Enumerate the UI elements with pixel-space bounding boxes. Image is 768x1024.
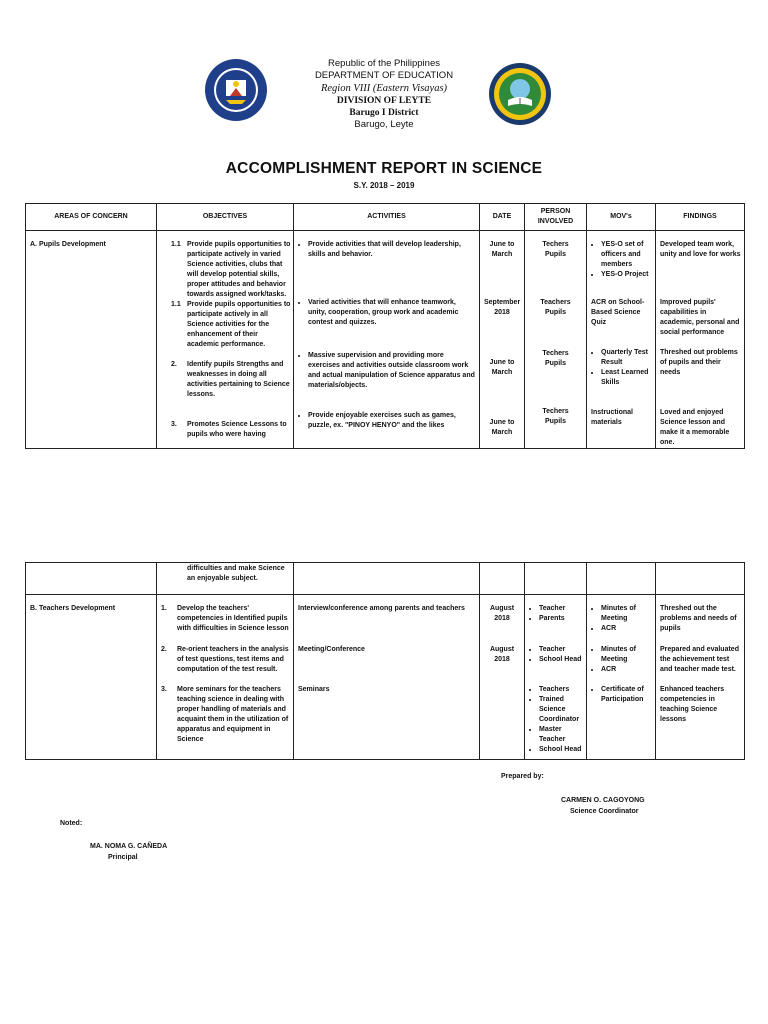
person-item: • Parents <box>539 614 583 624</box>
district-text: Barugo I District <box>349 108 419 118</box>
objective-text: More seminars for the teachers teaching science in dealing with proper handling of materials and acquaint them in the utilization of apparatus and equipment in Science <box>177 686 289 743</box>
noted-label: Noted: <box>60 820 83 827</box>
mov-item: Instructional materials <box>591 409 634 426</box>
date-cell: June to March <box>489 359 515 376</box>
school-year: S.Y. 2018 – 2019 <box>353 181 415 190</box>
activity-item: • Provide activities that will develop leadership, skills and behavior. <box>308 240 475 298</box>
objective-text: Provide pupils opportunities to participate actively in all Science activities for the enhancement of their academic performance. <box>187 301 291 348</box>
persons-cell: Techers Pupils <box>542 241 569 258</box>
finding-text: Threshed out the problems and needs of pupils <box>660 605 737 632</box>
area-of-concern: B. Teachers Development <box>30 605 116 612</box>
column-header: ACTIVITIES <box>294 204 480 231</box>
objective-number: 1.1 <box>171 301 181 308</box>
date-cell: June to March <box>489 419 515 436</box>
mov-item: • Minutes of Meeting <box>601 604 652 624</box>
finding-text: Prepared and evaluated the achievement test and teacher made test. <box>660 646 739 673</box>
republic-text: Republic of the Philippines <box>328 58 440 69</box>
activity-item: • Massive supervision and providing more exercises and activities outside classroom work and actual manipulation of Science apparatus and materials/objects. <box>308 351 475 411</box>
activity-item: • Varied activities that will enhance teamwork, unity, cooperation, group work and academic contest and quizzes. <box>308 298 475 351</box>
person-item: • Trained Science Coordinator <box>539 695 583 725</box>
objective-number: 3. <box>171 421 177 428</box>
person-item: • Teachers <box>539 685 583 695</box>
person-item: • Master Teacher <box>539 725 583 745</box>
date-cell: September 2018 <box>484 299 521 316</box>
date-cell: June to March <box>489 241 515 258</box>
person-item: • School Head <box>539 655 583 665</box>
person-item: • School Head <box>539 745 583 755</box>
column-header: AREAS OF CONCERN <box>26 204 157 231</box>
report-table-part-1 <box>25 203 745 449</box>
activity-item: Interview/conference among parents and teachers <box>298 605 465 612</box>
mov-item: • ACR <box>601 665 652 675</box>
finding-text: Improved pupils' capabilities in academic, personal and social performance <box>660 299 740 336</box>
objective-text: Promotes Science Lessons to pupils who were having <box>187 421 287 438</box>
report-table-part-2 <box>25 562 745 760</box>
area-of-concern: A. Pupils Development <box>30 241 106 248</box>
column-header: MOV's <box>587 204 656 231</box>
person-item: • Teacher <box>539 604 583 614</box>
column-header: DATE <box>480 204 525 231</box>
prepared-by-label: Prepared by: <box>501 773 544 780</box>
table-row <box>26 231 745 449</box>
persons-cell: Techers Pupils <box>542 408 569 425</box>
objective-text: difficulties and make Science an enjoyable subject. <box>187 565 285 582</box>
mov-item: • YES-O Project <box>601 270 652 280</box>
activity-item: Seminars <box>298 686 330 693</box>
column-header: OBJECTIVES <box>157 204 294 231</box>
objective-text: Provide pupils opportunities to participate actively in varied Science activities, clubs that will develop potential skills, proper attitudes and behavior towards assigned work/tasks. <box>187 241 291 298</box>
mov-item: • YES-O set of officers and members <box>601 240 652 270</box>
mov-item: ACR on School-Based Science Quiz <box>591 299 645 326</box>
mov-item: • Least Learned Skills <box>601 368 652 388</box>
persons-cell: Teachers Pupils <box>540 299 571 316</box>
objective-text: Re-orient teachers in the analysis of test questions, test items and computation of the test result. <box>177 646 289 673</box>
objective-number: 2. <box>161 646 167 653</box>
principal-name: MA. NOMA G. CAÑEDA <box>90 843 168 850</box>
finding-text: Threshed out problems of pupils and their needs <box>660 349 738 376</box>
finding-text: Enhanced teachers competencies in teaching Science lessons <box>660 686 725 723</box>
mov-item: • Minutes of Meeting <box>601 645 652 665</box>
objective-text: Develop the teachers' competencies in Identified pupils with difficulties in Science lesson <box>177 605 289 632</box>
preparer-name: CARMEN O. CAGOYONG <box>561 797 645 804</box>
finding-text: Developed team work, unity and love for works <box>660 241 741 258</box>
mov-item: • ACR <box>601 624 652 634</box>
activity-item: Meeting/Conference <box>298 646 365 653</box>
persons-cell: Techers Pupils <box>542 350 569 367</box>
objective-number: 1. <box>161 605 167 612</box>
table-header-row <box>26 204 745 231</box>
table-row <box>26 563 745 595</box>
department-text: DEPARTMENT OF EDUCATION <box>314 70 454 81</box>
column-header: PERSON INVOLVED <box>525 204 587 231</box>
person-item: • Teacher <box>539 645 583 655</box>
town-text: Barugo, Leyte <box>354 119 414 130</box>
preparer-title: Science Coordinator <box>570 808 639 815</box>
objective-text: Identify pupils Strengths and weaknesses in doing all activities pertaining to Science lessons. <box>187 361 290 398</box>
column-header: FINDINGS <box>656 204 745 231</box>
activity-item: • Provide enjoyable exercises such as games, puzzle, ex. "PINOY HENYO" and the likes <box>308 411 475 431</box>
region-text: Region VIII (Eastern Visayas) <box>320 83 448 94</box>
division-text: DIVISION OF LEYTE <box>336 96 432 106</box>
table-row <box>26 595 745 760</box>
date-cell: August 2018 <box>489 605 515 622</box>
date-cell: August 2018 <box>489 646 515 663</box>
report-title: ACCOMPLISHMENT REPORT IN SCIENCE <box>225 160 543 177</box>
objective-number: 1.1 <box>171 241 181 248</box>
mov-item: • Quarterly Test Result <box>601 348 652 368</box>
objective-number: 2. <box>171 361 177 368</box>
mov-item: • Certificate of Participation <box>601 685 652 705</box>
principal-title: Principal <box>108 854 138 861</box>
finding-text: Loved and enjoyed Science lesson and make it a memorable one. <box>660 409 730 446</box>
document-header <box>0 58 768 131</box>
objective-number: 3. <box>161 686 167 693</box>
